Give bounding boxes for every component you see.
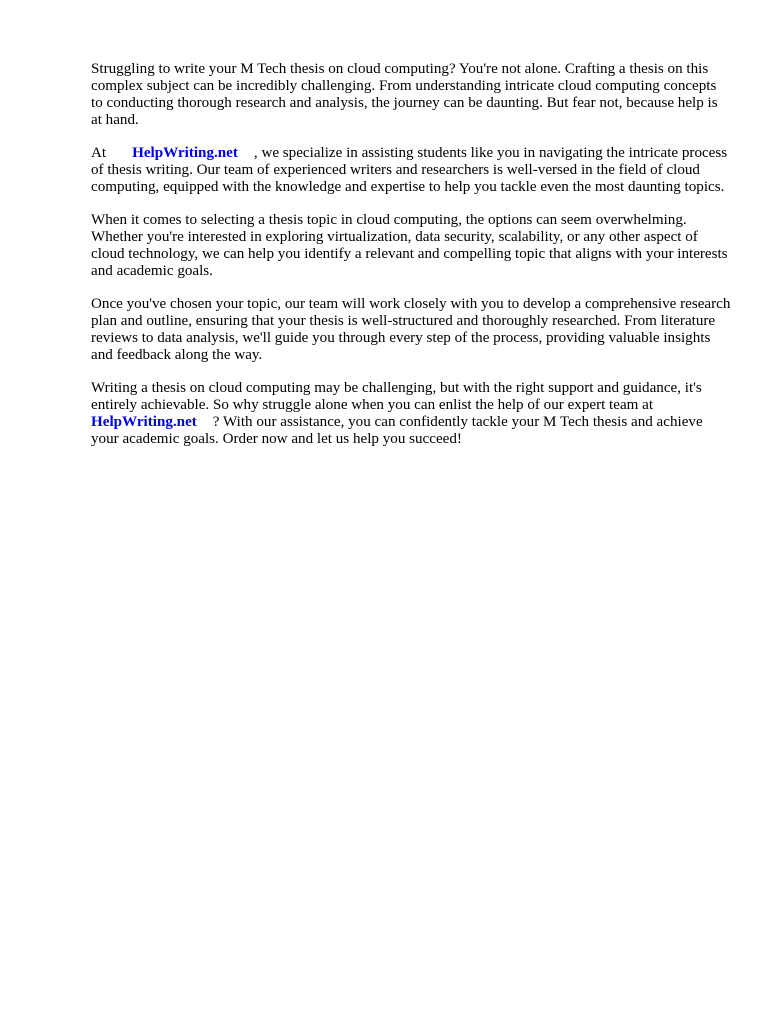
paragraph-topic: When it comes to selecting a thesis topic in cloud computing, the options can seem overwhelming. Whether you're interested in exploring virtualization, data security, scalability, or any other aspect of cloud technology, we can help you identify a relevant and compelling topic that aligns with your interests and academic goals. [91, 212, 728, 279]
paragraph-closing [91, 380, 731, 448]
paragraph-closing-prefix: Writing a thesis on cloud computing may be challenging, but with the right support and guidance, it's entirely achievable. So why struggle alone when you can enlist the help of our expert team at [91, 380, 702, 413]
helpwriting-link[interactable]: HelpWriting.net [132, 145, 238, 161]
paragraph-about-prefix: At [91, 145, 107, 161]
paragraph-about [91, 145, 731, 196]
paragraph-process: Once you've chosen your topic, our team will work closely with you to develop a comprehensive research plan and outline, ensuring that your thesis is well-structured and thoroughly researched. From literature reviews to data analysis, we'll guide you through every step of the process, providing valuable insights and feedback along the way. [91, 296, 731, 363]
document-body [91, 61, 731, 464]
paragraph-closing-text: ? With our assistance, you can confidently tackle your M Tech thesis and achieve your academic goals. Order now and let us help you succeed! [91, 414, 703, 447]
helpwriting-link-closing[interactable]: HelpWriting.net [91, 414, 197, 430]
paragraph-intro: Struggling to write your M Tech thesis on cloud computing? You're not alone. Crafting a thesis on this complex subject can be incredibly challenging. From understanding intricate cloud computing concepts to conducting thorough research and analysis, the journey can be daunting. But fear not, because help is at hand. [91, 61, 718, 128]
paragraph-about-text: , we specialize in assisting students like you in navigating the intricate process of thesis writing. Our team of experienced writers and researchers is well-versed in the field of cloud computing, equipped with the knowledge and expertise to help you tackle even the most daunting topics. [91, 145, 728, 195]
